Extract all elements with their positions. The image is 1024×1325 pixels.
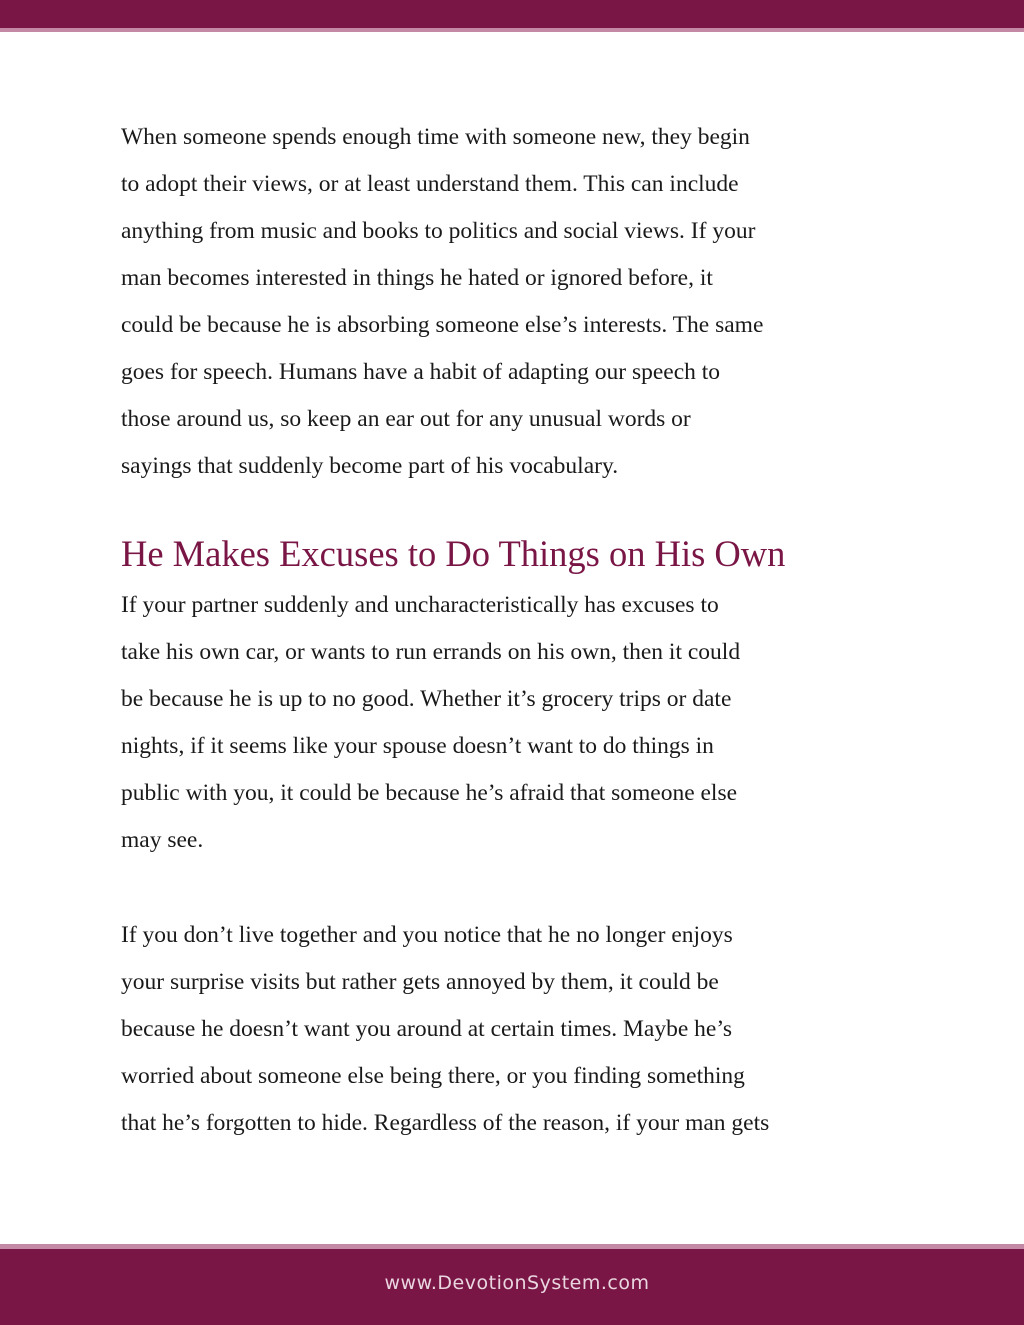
text-line: may see. xyxy=(121,827,204,853)
text-line: anything from music and books to politics and social views. If your xyxy=(121,218,756,244)
section-paragraph-1 xyxy=(121,582,921,864)
text-line: man becomes interested in things he hated or ignored before, it xyxy=(121,265,713,291)
text-line: could be because he is absorbing someone else’s interests. The same xyxy=(121,312,764,338)
text-line: to adopt their views, or at least understand them. This can include xyxy=(121,171,739,197)
text-line: nights, if it seems like your spouse doesn’t want to do things in xyxy=(121,733,714,759)
page-content xyxy=(121,114,921,1147)
text-line: goes for speech. Humans have a habit of adapting our speech to xyxy=(121,359,721,385)
text-line: because he doesn’t want you around at certain times. Maybe he’s xyxy=(121,1016,733,1042)
footer-url[interactable]: www.DevotionSystem.com xyxy=(384,1272,650,1294)
section-paragraph-2 xyxy=(121,912,921,1147)
text-line: public with you, it could be because he’s afraid that someone else xyxy=(121,780,738,806)
text-line: When someone spends enough time with someone new, they begin xyxy=(121,124,750,150)
text-line: your surprise visits but rather gets annoyed by them, it could be xyxy=(121,969,719,995)
header-bar xyxy=(0,0,1024,28)
text-line: those around us, so keep an ear out for any unusual words or xyxy=(121,406,691,432)
text-line: be because he is up to no good. Whether it’s grocery trips or date xyxy=(121,686,732,712)
intro-paragraph xyxy=(121,114,921,490)
section-heading: He Makes Excuses to Do Things on His Own xyxy=(121,533,786,574)
text-line: sayings that suddenly become part of his vocabulary. xyxy=(121,453,619,479)
text-line: take his own car, or wants to run errands on his own, then it could xyxy=(121,639,741,665)
text-line: If your partner suddenly and uncharacteristically has excuses to xyxy=(121,592,719,618)
header-stripe xyxy=(0,28,1024,32)
text-line: worried about someone else being there, or you finding something xyxy=(121,1063,745,1089)
text-line: that he’s forgotten to hide. Regardless of the reason, if your man gets xyxy=(121,1110,770,1136)
text-line: If you don’t live together and you notice that he no longer enjoys xyxy=(121,922,733,948)
